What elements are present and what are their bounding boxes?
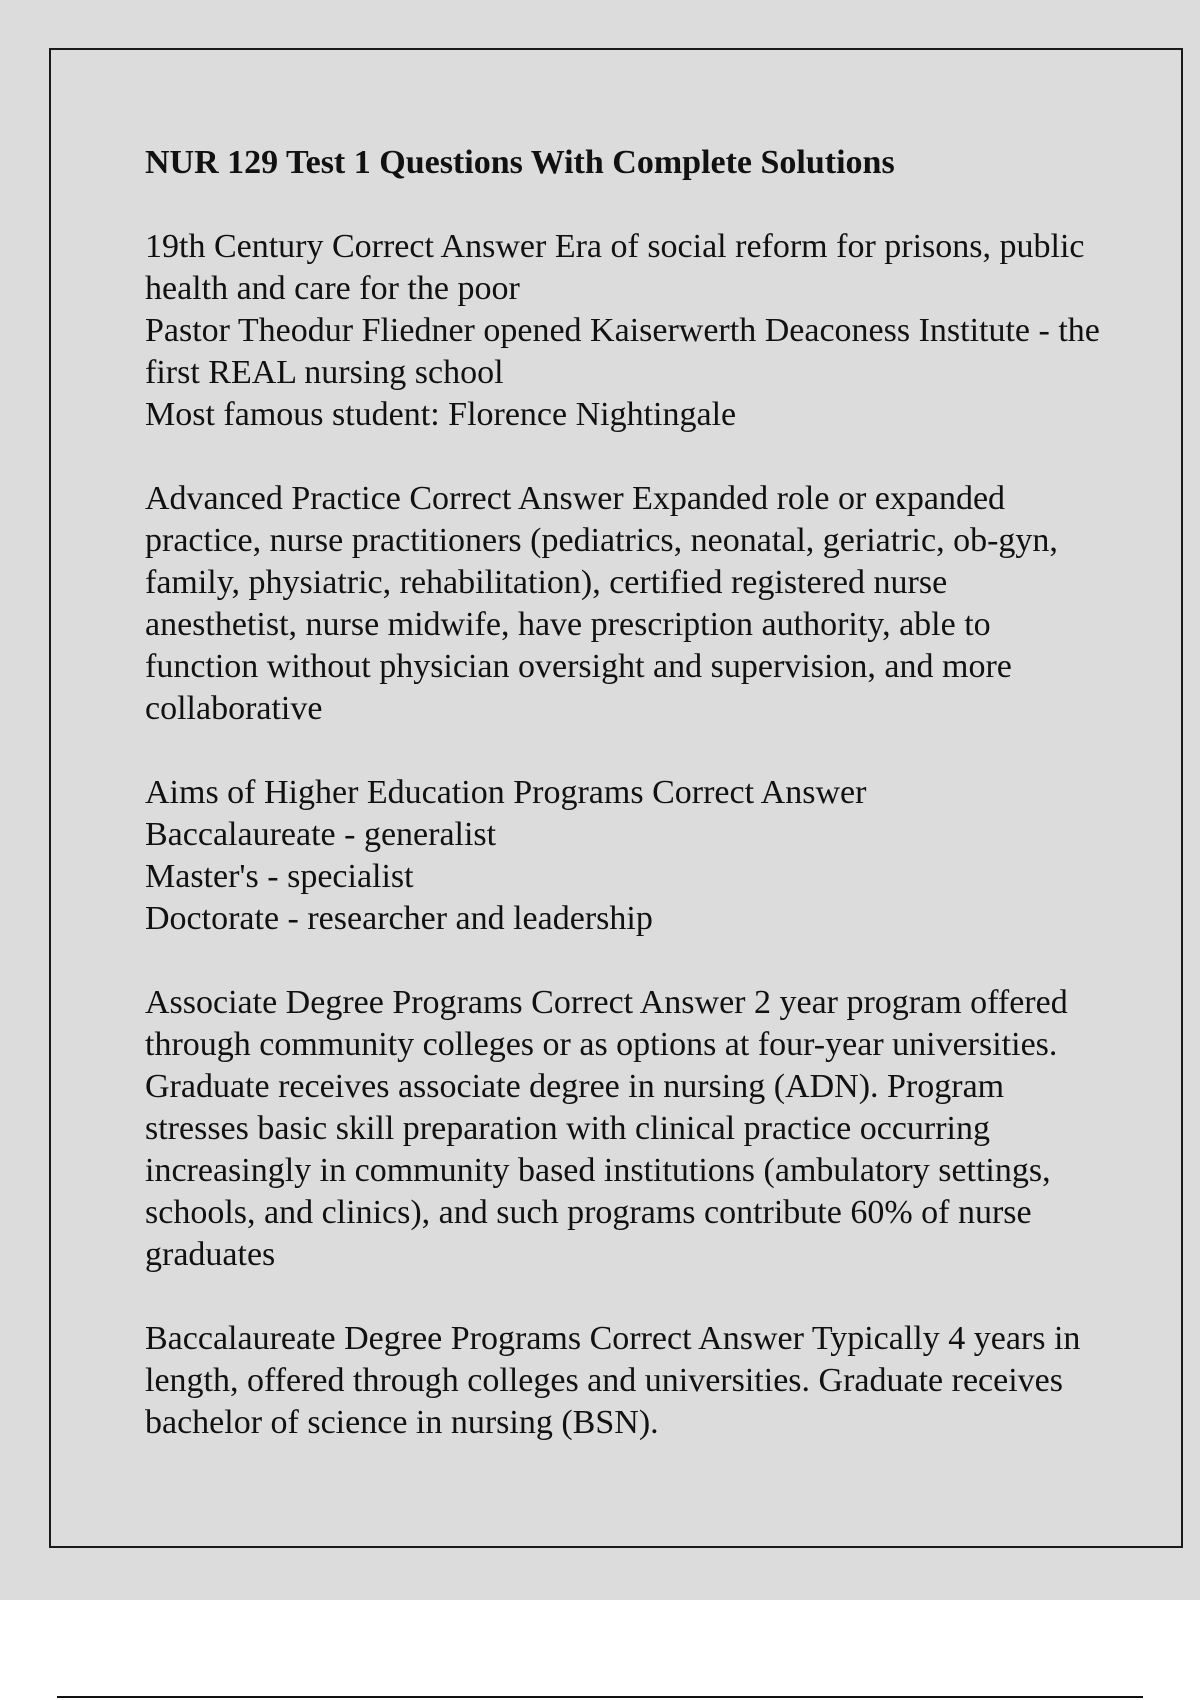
qa-answer-text: Era of social reform for prisons, public health and care for the poor	[145, 228, 1085, 307]
correct-answer-label: Correct Answer	[409, 480, 624, 517]
footer-divider	[57, 1696, 1143, 1698]
qa-entry	[145, 982, 1105, 1276]
qa-first-line	[145, 772, 1105, 814]
qa-first-line	[145, 478, 1105, 730]
qa-first-line	[145, 982, 1105, 1276]
qa-answer-text: 2 year program offered through community colleges or as options at four-year universities. Graduate receives associate degree in nursing (ADN). Program stresses basic skill preparation with clinical practice occurring increasingly in community based institutions (ambulatory settings, schools, and clinics), and such programs contribute 60% of nurse graduates	[145, 984, 1068, 1273]
qa-answer-line: Master's - specialist	[145, 858, 414, 895]
correct-answer-label: Correct Answer	[589, 1320, 804, 1357]
qa-answer-line: Baccalaureate - generalist	[145, 816, 497, 853]
document-content	[145, 142, 1105, 1486]
qa-entry	[145, 1318, 1105, 1444]
correct-answer-label: Correct Answer	[652, 774, 867, 811]
correct-answer-label: Correct Answer	[531, 984, 746, 1021]
qa-answer-line: Doctorate - researcher and leadership	[145, 900, 653, 937]
qa-entry	[145, 226, 1105, 436]
qa-answer-text: Typically 4 years in length, offered through colleges and universities. Graduate receives bachelor of science in nursing (BSN).	[145, 1320, 1081, 1441]
correct-answer-label: Correct Answer	[331, 228, 547, 265]
qa-first-line	[145, 1318, 1105, 1444]
qa-term: Aims of Higher Education Programs	[145, 774, 644, 811]
qa-term: Advanced Practice	[145, 480, 401, 517]
qa-term: Baccalaureate Degree Programs	[145, 1320, 582, 1357]
qa-answer-line: Most famous student: Florence Nightingale	[145, 396, 737, 433]
qa-term: Associate Degree Programs	[145, 984, 523, 1021]
document-title: NUR 129 Test 1 Questions With Complete Solutions	[145, 144, 895, 181]
qa-first-line	[145, 226, 1105, 310]
qa-entry	[145, 772, 1105, 940]
qa-answer-line: Pastor Theodur Fliedner opened Kaiserwerth Deaconess Institute - the first REAL nursing school	[145, 312, 1100, 391]
qa-entry	[145, 478, 1105, 730]
qa-answer-text: Expanded role or expanded practice, nurse practitioners (pediatrics, neonatal, geriatric, ob-gyn, family, physiatric, rehabilitation), certified registered nurse anesthetist, nurse midwife, have prescription authority, able to function without physician oversight and supervision, and more collaborative	[145, 480, 1058, 727]
qa-term: 19th Century	[145, 228, 324, 265]
